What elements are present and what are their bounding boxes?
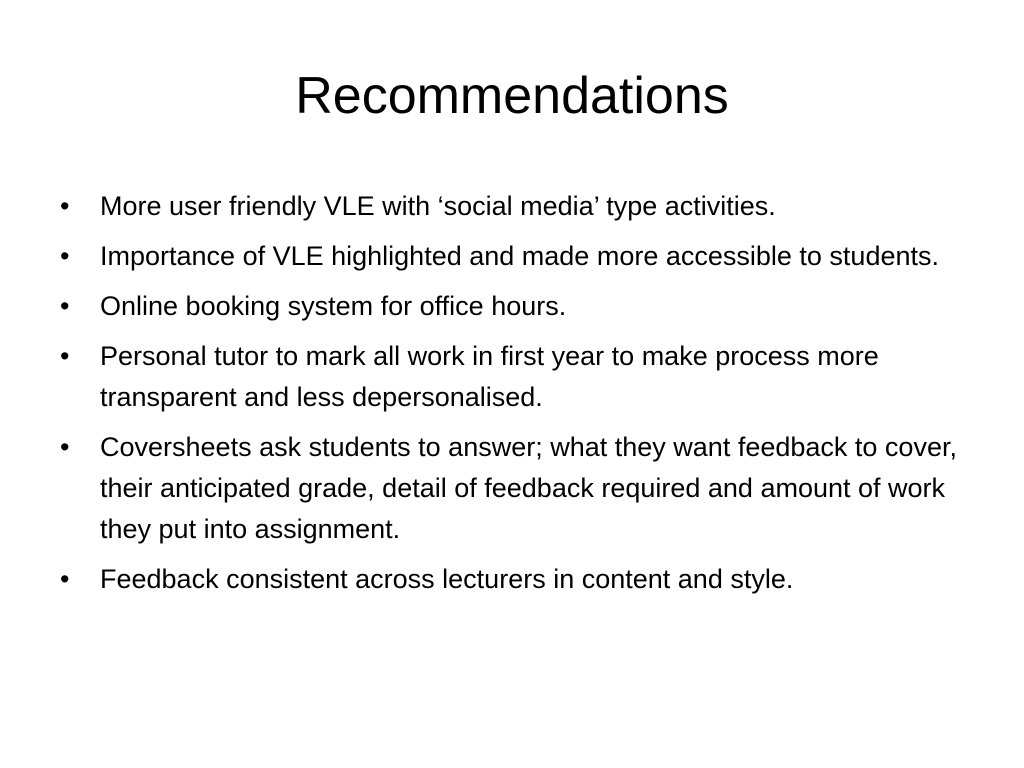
- bullet-text: More user friendly VLE with ‘social media’ type activities.: [100, 191, 776, 221]
- bullet-text: Feedback consistent across lecturers in content and style.: [100, 564, 794, 594]
- bullet-text: Online booking system for office hours.: [100, 291, 567, 321]
- bullet-marker: •: [60, 291, 70, 321]
- bullet-item: [58, 559, 973, 600]
- bullet-text: Coversheets ask students to answer; what they want feedback to cover, their anticipated grade, detail of feedback required and amount of work they put into assignment.: [100, 432, 957, 544]
- slide-title: Recommendations: [295, 67, 729, 125]
- bullet-marker: •: [60, 241, 70, 271]
- bullet-item: [58, 286, 973, 327]
- bullet-marker: •: [60, 432, 70, 462]
- bullet-marker: •: [60, 564, 70, 594]
- bullet-item: [58, 236, 973, 277]
- bullet-marker: •: [60, 191, 70, 221]
- bullet-list: [58, 186, 973, 609]
- bullet-text: Importance of VLE highlighted and made more accessible to students.: [100, 241, 939, 271]
- bullet-marker: •: [60, 341, 70, 371]
- bullet-item: [58, 186, 973, 227]
- bullet-item: [58, 336, 973, 418]
- bullet-item: [58, 427, 973, 550]
- bullet-text: Personal tutor to mark all work in first year to make process more transparent and less depersonalised.: [100, 341, 879, 412]
